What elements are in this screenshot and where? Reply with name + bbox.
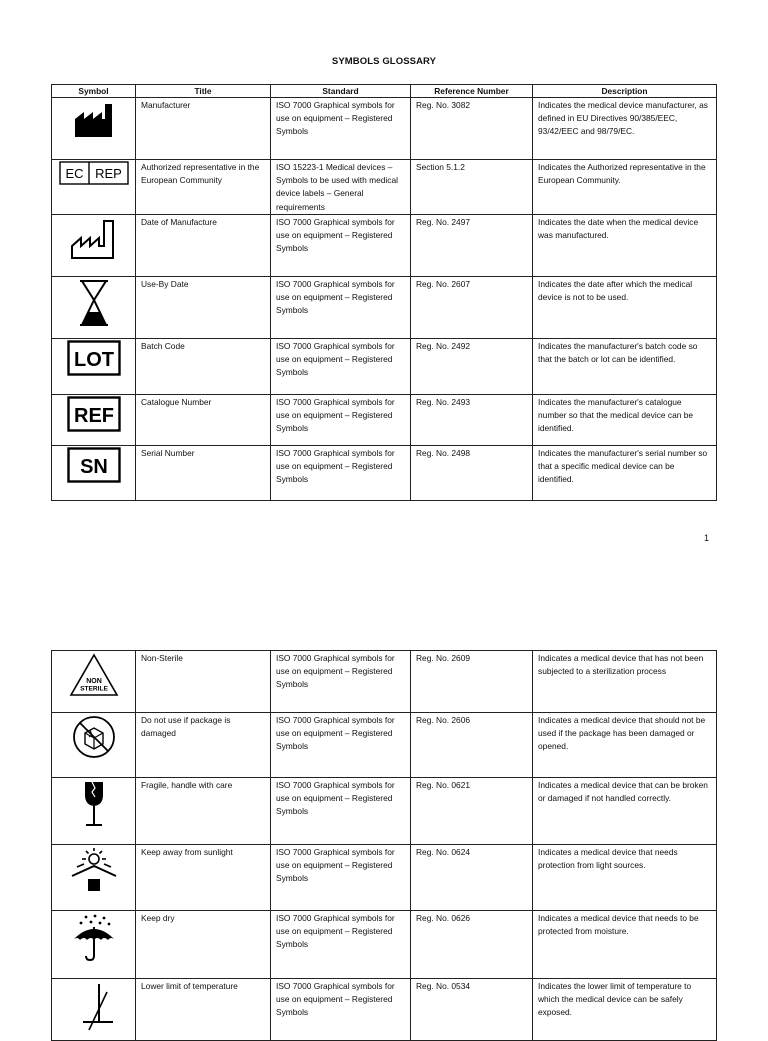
lot-text: LOT [73,348,114,371]
non-sterile-sterile-text: STERILE [79,685,108,693]
sn-icon [67,447,121,483]
symbol-reference: Reg. No. 0534 [411,979,533,1041]
table-header-row [52,85,717,98]
symbol-title: Batch Code [136,338,271,394]
lot-icon [67,340,121,376]
page-title: SYMBOLS GLOSSARY [331,56,437,67]
symbol-title: Authorized representative in the European Community [136,160,271,215]
symbol-description: Indicates the lower limit of temperature to which the medical device can be safely exposed. [533,979,717,1041]
symbol-cell [52,98,136,160]
symbol-cell [52,845,136,911]
column-header-standard: Standard [271,85,411,98]
ec-rep-ec-text: EC [64,166,84,181]
keep-dry-icon [68,912,120,964]
symbol-cell [52,778,136,845]
symbol-title: Fragile, handle with care [136,778,271,845]
sn-text: SN [79,455,108,478]
symbol-standard: ISO 7000 Graphical symbols for use on equipment – Registered Symbols [271,979,411,1041]
non-sterile-non-text: NON [85,678,102,685]
symbol-description: Indicates the date after which the medical device is not to be used. [533,276,717,338]
table-row [52,98,717,160]
symbol-title: Date of Manufacture [136,214,271,276]
symbol-title: Keep away from sunlight [136,845,271,911]
symbol-description: Indicates the medical device manufacturer, as defined in EU Directives 90/385/EEC, 93/42/EEC and 98/79/EC. [533,98,717,160]
symbol-cell [52,160,136,215]
symbol-reference: Reg. No. 0624 [411,845,533,911]
table-row [52,911,717,979]
symbol-reference: Section 5.1.2 [411,160,533,215]
symbol-standard: ISO 7000 Graphical symbols for use on equipment – Registered Symbols [271,394,411,445]
symbol-title: Serial Number [136,445,271,500]
symbol-standard: ISO 7000 Graphical symbols for use on equipment – Registered Symbols [271,214,411,276]
symbol-reference: Reg. No. 0621 [411,778,533,845]
symbol-title: Manufacturer [136,98,271,160]
symbols-table-page-1 [51,84,717,501]
table-row [52,276,717,338]
column-header-title: Title [136,85,271,98]
symbol-description: Indicates a medical device that needs to be protected from moisture. [533,911,717,979]
symbol-reference: Reg. No. 2497 [411,214,533,276]
table-row [52,445,717,500]
date-of-manufacture-icon [68,216,120,262]
table-row [52,979,717,1041]
symbol-title: Lower limit of temperature [136,979,271,1041]
symbol-reference: Reg. No. 2493 [411,394,533,445]
symbol-cell [52,276,136,338]
lower-temperature-icon [69,980,119,1036]
hourglass-icon [77,278,111,328]
symbol-cell [52,445,136,500]
symbol-standard: ISO 15223-1 Medical devices –Symbols to be used with medical device labels – General requirements [271,160,411,215]
ref-text: REF [73,404,114,427]
symbol-standard: ISO 7000 Graphical symbols for use on equipment – Registered Symbols [271,911,411,979]
table-row [52,394,717,445]
symbol-description: Indicates a medical device that needs protection from light sources. [533,845,717,911]
sunlight-icon [67,846,121,896]
table-row [52,713,717,778]
fragile-icon [79,779,109,831]
symbol-standard: ISO 7000 Graphical symbols for use on equipment – Registered Symbols [271,651,411,713]
page-number: 1 [704,533,710,543]
non-sterile-icon [68,652,120,698]
column-header-description: Description [533,85,717,98]
symbol-description: Indicates the manufacturer's catalogue number so that the medical device can be identified. [533,394,717,445]
ref-icon [67,396,121,432]
ec-rep-rep-text: REP [94,166,122,181]
symbols-table-page-2 [51,650,717,1041]
symbol-standard: ISO 7000 Graphical symbols for use on equipment – Registered Symbols [271,445,411,500]
symbol-description: Indicates the Authorized representative in the European Community. [533,160,717,215]
symbol-description: Indicates the date when the medical device was manufactured. [533,214,717,276]
symbol-description: Indicates the manufacturer's batch code so that the batch or lot can be identified. [533,338,717,394]
symbol-description: Indicates a medical device that should not be used if the package has been damaged or opened. [533,713,717,778]
symbol-cell [52,979,136,1041]
symbol-reference: Reg. No. 2607 [411,276,533,338]
ec-rep-icon [59,161,129,185]
symbol-cell [52,651,136,713]
symbol-title: Non-Sterile [136,651,271,713]
table-row [52,214,717,276]
table-row [52,778,717,845]
symbol-reference: Reg. No. 2492 [411,338,533,394]
symbol-cell [52,338,136,394]
table-row [52,845,717,911]
symbol-reference: Reg. No. 2606 [411,713,533,778]
table-row [52,338,717,394]
symbol-title: Use-By Date [136,276,271,338]
symbol-title: Catalogue Number [136,394,271,445]
symbol-reference: Reg. No. 3082 [411,98,533,160]
symbol-description: Indicates a medical device that has not been subjected to a sterilization process [533,651,717,713]
symbol-standard: ISO 7000 Graphical symbols for use on equipment – Registered Symbols [271,276,411,338]
symbol-reference: Reg. No. 2609 [411,651,533,713]
symbol-title: Do not use if package is damaged [136,713,271,778]
table-row [52,651,717,713]
manufacturer-icon [72,99,116,139]
column-header-symbol: Symbol [52,85,136,98]
symbol-title: Keep dry [136,911,271,979]
symbol-cell [52,911,136,979]
symbol-standard: ISO 7000 Graphical symbols for use on equipment – Registered Symbols [271,845,411,911]
table-row [52,160,717,215]
symbol-standard: ISO 7000 Graphical symbols for use on equipment – Registered Symbols [271,713,411,778]
damaged-package-icon [71,714,117,760]
symbol-reference: Reg. No. 0626 [411,911,533,979]
symbol-standard: ISO 7000 Graphical symbols for use on equipment – Registered Symbols [271,778,411,845]
column-header-reference-number: Reference Number [411,85,533,98]
symbol-standard: ISO 7000 Graphical symbols for use on equipment – Registered Symbols [271,338,411,394]
symbol-standard: ISO 7000 Graphical symbols for use on equipment – Registered Symbols [271,98,411,160]
symbol-description: Indicates the manufacturer's serial number so that a specific medical device can be identified. [533,445,717,500]
symbol-cell [52,713,136,778]
symbol-cell [52,394,136,445]
symbol-cell [52,214,136,276]
symbol-reference: Reg. No. 2498 [411,445,533,500]
symbol-description: Indicates a medical device that can be broken or damaged if not handled correctly. [533,778,717,845]
